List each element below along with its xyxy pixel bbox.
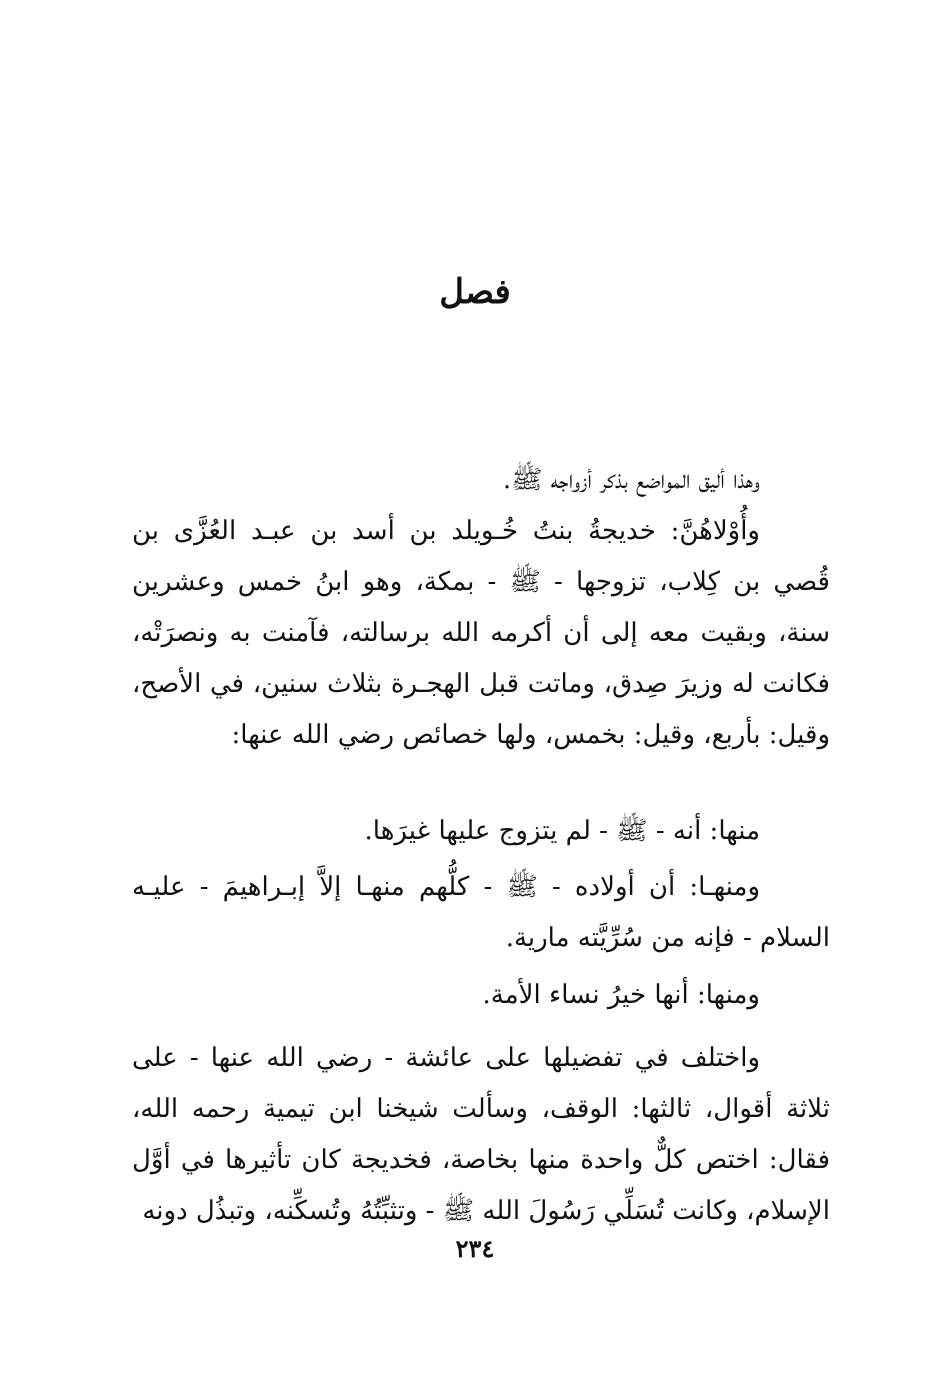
paragraph-text: وأُوْلاهُنَّ: خديجةُ بنتُ خُـويلد بن أسد بن عبـد العُزَّى بن قُصي بن كِلاب، تزوجها - ﷺ - بمكة، وهو ابنُ خمس وعشرين سنة، وبقيت معه إلى أن أكرمه الله برسالته، فآمنت به ونصرَتْه، فكانت له وزيرَ صِدق، وماتت قبل الهجـرة بثلاث سنين، في الأصح، وقيل: بأربع، وقيل: بخمس، ولها خصائص رضي الله عنها: xyxy=(132,516,830,750)
paragraph-intro xyxy=(132,455,830,506)
paragraph-text: وهذا أليق المواضع بذكر أزواجه ﷺ. xyxy=(502,465,760,495)
paragraph-first-trait xyxy=(132,806,830,857)
paragraph-text: منها: أنه - ﷺ - لم يتزوج عليها غيرَها. xyxy=(364,816,760,846)
section-heading: فصل xyxy=(439,272,511,312)
paragraph-khadija xyxy=(132,506,830,761)
paragraph-preference xyxy=(132,1033,830,1237)
paragraph-text: ومنها: أنها خيرُ نساء الأمة. xyxy=(482,980,760,1010)
page-number: ٢٣٤ xyxy=(455,1234,495,1263)
paragraph-text: ومنهـا: أن أولاده - ﷺ - كلُّهم منهـا إلاَّ إبـراهيمَ - عليـه السلام - فإنه من سُرِّيَّته مارية. xyxy=(132,872,830,953)
paragraph-third-trait xyxy=(132,970,830,1021)
paragraph-second-trait xyxy=(132,862,830,964)
paragraph-text: واختلف في تفضيلها على عائشة - رضي الله عنها - على ثلاثة أقوال، ثالثها: الوقف، وسألت شيخنا ابن تيمية رحمه الله، فقال: اختص كلٌّ واحدة منها بخاصة، فخديجة كان تأثيرها في أوَّل الإسلام، وكانت تُسَلِّي رَسُولَ الله ﷺ - وتثبِّتُهُ وتُسكِّنه، وتبذُل دونه xyxy=(132,1043,830,1226)
